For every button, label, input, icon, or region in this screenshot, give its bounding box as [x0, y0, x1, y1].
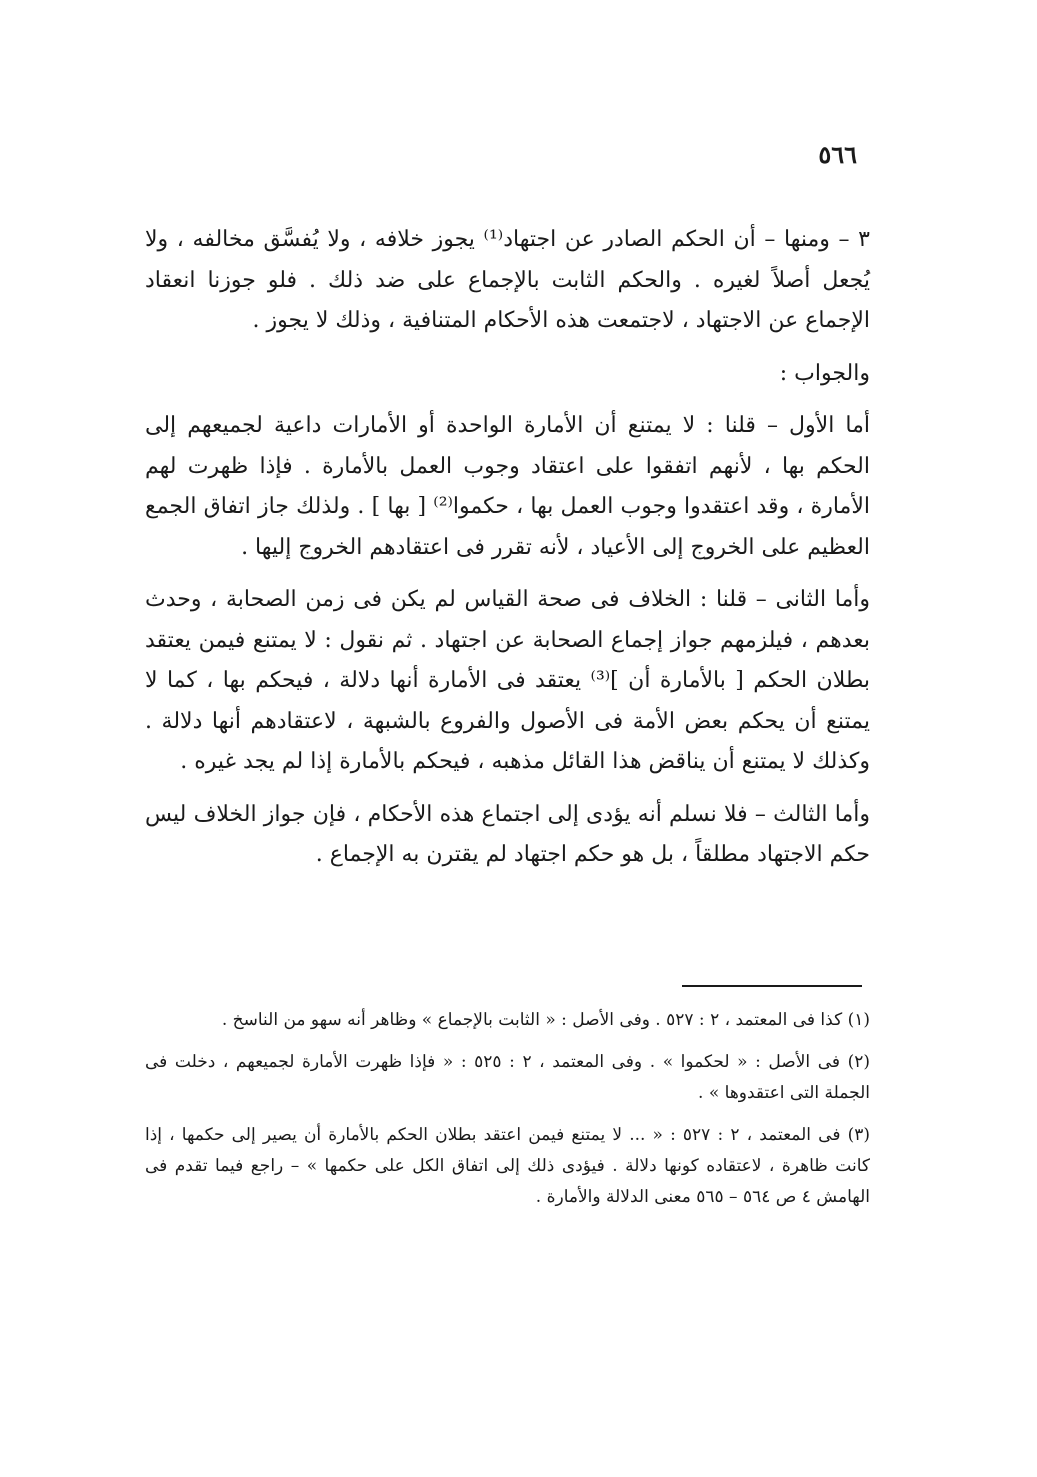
paragraph-answer-heading: والجواب :: [779, 360, 870, 386]
page-number: ٥٦٦: [818, 140, 857, 169]
main-text: [145, 220, 870, 888]
footnote-2: (٢) فى الأصل : « لحكموا » . وفى المعتمد ، ٢ : ٥٢٥ : « فإذا ظهرت الأمارة لجميعهم ، دخلت فى الجملة التى اعتقدوها » .: [145, 1052, 871, 1103]
footnote-divider: [682, 985, 862, 987]
paragraph-reply-third: وأما الثالث – فلا نسلم أنه يؤدى إلى اجتماع هذه الأحكام ، فإن جواز الخلاف ليس حكم الاجتهاد مطلقاً ، بل هو حكم اجتهاد لم يقترن به الإجماع .: [145, 801, 870, 867]
paragraph-objection-3: ٣ – ومنها – أن الحكم الصادر عن اجتهاد⁽¹⁾ يجوز خلافه ، ولا يُفسَّق مخالفه ، ولا يُجعل أصلاً لغيره . والحكم الثابت بالإجماع على ضد ذلك . فلو جوزنا انعقاد الإجماع عن الاجتهاد ، لاجتمعت هذه الأحكام المتنافية ، وذلك لا يجوز .: [145, 227, 870, 333]
footnotes: [145, 1005, 870, 1224]
paragraph-reply-second: وأما الثانى – قلنا : الخلاف فى صحة القياس لم يكن فى زمن الصحابة ، وحدث بعدهم ، فيلزمهم جواز إجماع الصحابة عن اجتهاد . ثم نقول : لا يمتنع فيمن يعتقد بطلان الحكم [ بالأمارة أن ]⁽³⁾ يعتقد فى الأمارة أنها دلالة ، فيحكم بها ، كما لا يمتنع أن يحكم بعض الأمة فى الأصول والفروع بالشبهة ، لاعتقادهم أنها دلالة . وكذلك لا يمتنع أن يناقض هذا القائل مذهبه ، فيحكم بالأمارة إذا لم يجد غيره .: [145, 587, 870, 774]
footnote-3: (٣) فى المعتمد ، ٢ : ٥٢٧ : « ... لا يمتنع فيمن اعتقد بطلان الحكم بالأمارة أن يصير إلى حكمها ، إذا كانت ظاهرة ، لاعتقاده كونها دلالة . فيؤدى ذلك إلى اتفاق الكل على حكمها » – راجع فيما تقدم فى الهامش ٤ ص ٥٦٤ – ٥٦٥ معنى الدلالة والأمارة .: [145, 1125, 870, 1207]
paragraph-reply-first: أما الأول – قلنا : لا يمتنع أن الأمارة الواحدة أو الأمارات داعية لجميعهم إلى الحكم بها ، لأنهم اتفقوا على اعتقاد وجوب العمل بالأمارة . فإذا ظهرت لهم الأمارة ، وقد اعتقدوا وجوب العمل بها ، حكموا⁽²⁾ [ بها ] . ولذلك جاز اتفاق الجمع العظيم على الخروج إلى الأعياد ، لأنه تقرر فى اعتقادهم الخروج إليها .: [145, 413, 870, 560]
footnote-1: (١) كذا فى المعتمد ، ٢ : ٥٢٧ . وفى الأصل : « الثابت بالإجماع » وظاهر أنه سهو من الناسخ .: [221, 1010, 870, 1030]
